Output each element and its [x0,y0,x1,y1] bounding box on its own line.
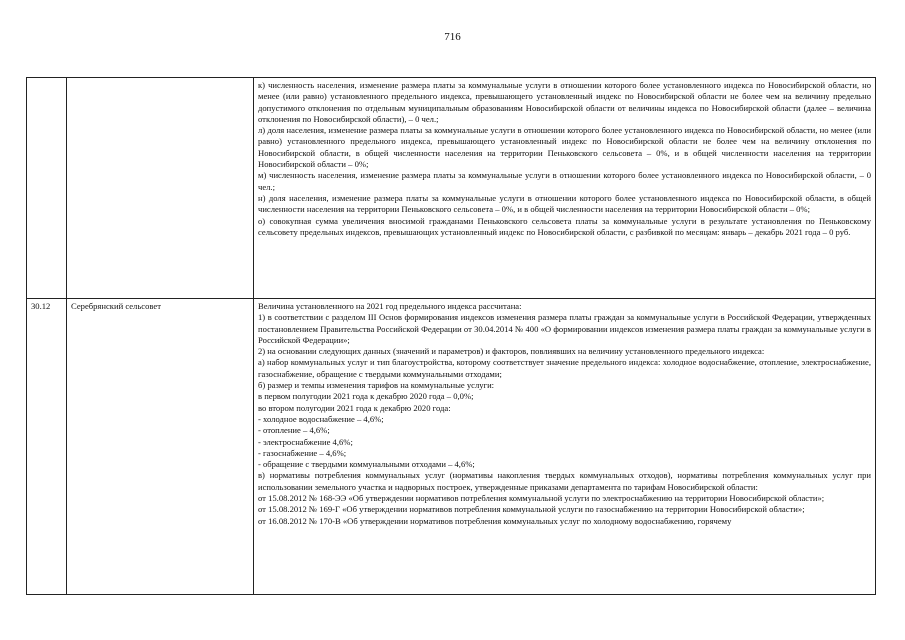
paragraph: - электроснабжение 4,6%; [258,436,353,447]
paragraph: б) размер и темпы изменения тарифов на коммунальные услуги: [258,380,495,391]
table-row [27,78,876,299]
paragraph: м) численность населения, изменение размера платы за коммунальные услуги в отношении которого более установленного индекса по Новосибирской области, – 0 чел.; [258,170,871,192]
table-row [27,299,876,595]
paragraph: - газоснабжение – 4,6%; [258,447,347,458]
paragraph: а) набор коммунальных услуг и тип благоустройства, которому соответствует значение предельного индекса: холодное водоснабжение, отопление, электроснабжение, газоснабжение, обращение с твердыми коммунальными отходами; [258,357,871,379]
paragraph: от 15.08.2012 № 168-ЭЭ «Об утверждении нормативов потребления коммунальной услуги по электроснабжению на территории Новосибирской области»; [258,493,825,504]
row-number-cell [27,78,67,299]
paragraph: в) нормативы потребления коммунальных услуг (нормативы накопления твердых коммунальных отходов), нормативы потребления коммунальных услуг при использовании земельного участка и надворных построек, утвержденные приказами департамента по тарифам Новосибирской области: [258,470,871,492]
municipality-name-cell: Серебрянский сельсовет [67,299,254,595]
paragraph: во втором полугодии 2021 года к декабрю 2020 года: [258,402,451,413]
paragraph: от 16.08.2012 № 170-В «Об утверждении нормативов потребления коммунальных услуг по холодному водоснабжению, горячему [258,515,732,526]
paragraph: л) доля населения, изменение размера платы за коммунальные услуги в отношении которого более установленного индекса по Новосибирской области, но менее (или равно) установленного предельного индекса, превышающего установленный индекс по Новосибирской области не более чем на величину отклонения по Новосибирской области, в общей численности населения на территории Пеньковского сельсовета – 0%, и в общей численности населения на территории Новосибирской области – 0%; [258,125,871,170]
paragraph: - обращение с твердыми коммунальными отходами – 4,6%; [258,459,475,470]
paragraph: к) численность населения, изменение размера платы за коммунальные услуги в отношении которого более установленного индекса по Новосибирской области, но менее (или равно) установленного предельного индекса, превышающего установленный индекс по Новосибирской области не более чем на величину предельно допустимого отклонения по отдельным муниципальным образованиям Новосибирской области от величины индекса по Новосибирской области (далее – величина отклонения по Новосибирской области), – 0 чел.; [258,80,871,124]
indices-table [26,77,876,595]
paragraph: 2) на основании следующих данных (значений и параметров) и факторов, повлиявших на величину установленного предельного индекса: [258,346,765,357]
paragraph: - отопление – 4,6%; [258,425,330,436]
description-cell [254,299,876,595]
row-number-cell: 30.12 [27,299,67,595]
paragraph: - холодное водоснабжение – 4,6%; [258,413,384,424]
description-cell [254,78,876,299]
paragraph: в первом полугодии 2021 года к декабрю 2020 года – 0,0%; [258,391,474,402]
paragraph: Величина установленного на 2021 год предельного индекса рассчитана: [258,301,522,311]
page-number: 716 [444,31,461,43]
paragraph: н) доля населения, изменение размера платы за коммунальные услуги в отношении которого более установленного индекса по Новосибирской области, в общей численности населения на территории Пеньковского сельсовета – 0%, и в общей численности населения на территории Новосибирской области – 0%; [258,192,871,215]
paragraph: от 15.08.2012 № 169-Г «Об утверждении нормативов потребления коммунальной услуги по газоснабжению на территории Новосибирской области»; [258,504,805,515]
municipality-name-cell [67,78,254,299]
paragraph: 1) в соответствии с разделом III Основ формирования индексов изменения размера платы граждан за коммунальные услуги в Российской Федерации, утвержденных постановлением Правительства Российской Федерации от 30.04.2014 № 400 «О формировании индексов изменения размера платы граждан за коммунальные услуги в Российской Федерации»; [258,312,871,345]
paragraph: о) совокупная сумма увеличения вносимой гражданами Пеньковского сельсовета платы за коммунальные услуги в результате установления по Пеньковскому сельсовету предельных индексов, превышающих установленный индекс по Новосибирской области, с разбивкой по месяцам: январь – декабрь 2021 года – 0 руб. [258,215,871,237]
